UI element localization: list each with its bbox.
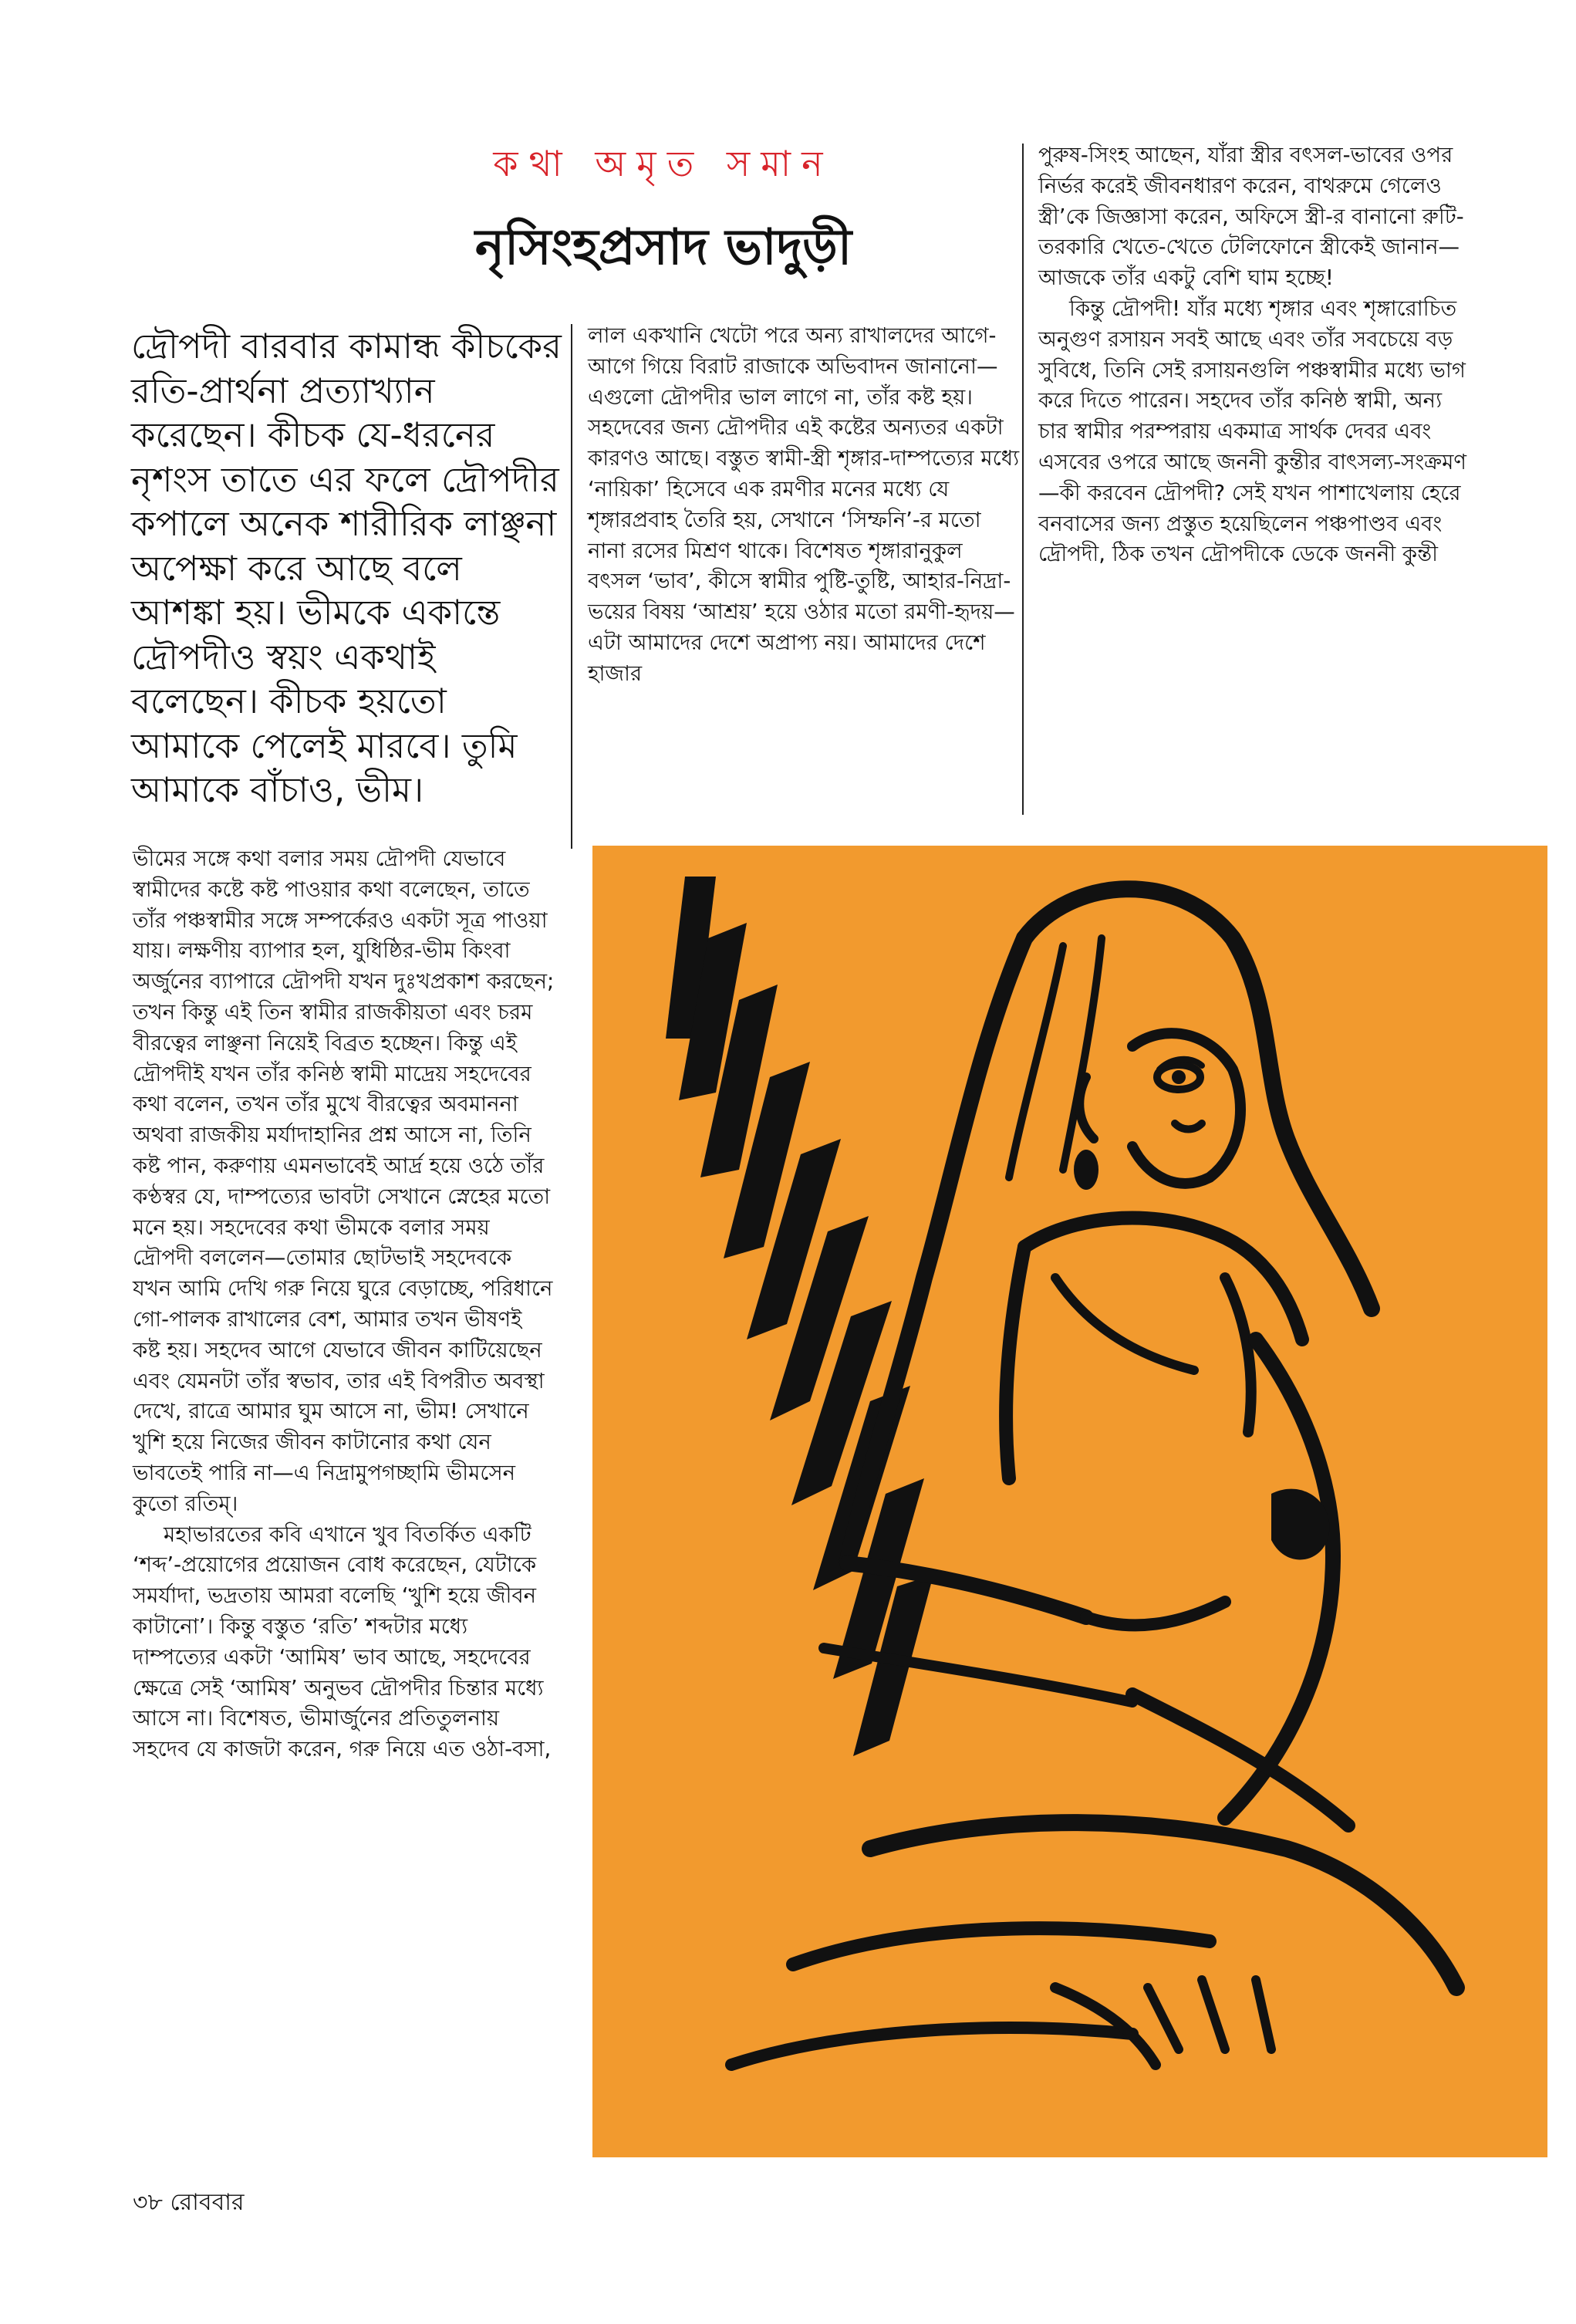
page-folio: ৩৮ রোববার bbox=[133, 2189, 245, 2216]
section-kicker: কথা অমৃত সমান bbox=[493, 143, 834, 184]
body-column-middle bbox=[588, 321, 1021, 690]
body-column-right bbox=[1038, 140, 1476, 570]
paragraph: মহাভারতের কবি এখানে খুব বিতর্কিত একটি ‘শব্দ’-প্রয়োগের প্রয়োজন বোধ করেছেন, যেটাকে সমর্যাদা, ভদ্রতায় আমরা বলেছি ‘খুশি হয়ে জীবন কাটানো’। কিন্তু বস্তুত ‘রতি’ শব্দটার মধ্যে দাম্পত্যের একটা ‘আমিষ’ ভাব আছে, সহদেবের ক্ষেত্রে সেই ‘আমিষ’ অনুভব দ্রৌপদীর চিন্তার মধ্যে আসে না। বিশেষত, ভীমার্জুনের প্রতিতুলনায় সহদেব যে কাজটা করেন, গরু নিয়ে এত ওঠা-বসা, bbox=[133, 1522, 552, 1762]
pull-quote: দ্রৌপদী বারবার কামান্ধ কীচকের রতি-প্রার্থনা প্রত্যাখ্যান করেছেন। কীচক যে-ধরনের নৃশংস তাতে এর ফলে দ্রৌপদীর কপালে অনেক শারীরিক লাঞ্ছনা অপেক্ষা করে আছে বলে আশঙ্কা হয়। ভীমকে একান্তে দ্রৌপদীও স্বয়ং একথাই বলেছেন। কীচক হয়তো আমাকে পেলেই মারবে। তুমি আমাকে বাঁচাও, ভীম। bbox=[131, 326, 562, 810]
author-byline: নৃসিংহপ্রসাদ ভাদুড়ী bbox=[474, 219, 852, 276]
paragraph: পুরুষ-সিংহ আছেন, যাঁরা স্ত্রীর বৎসল-ভাবের ওপর নির্ভর করেই জীবনধারণ করেন, বাথরুমে গেলেও স্ত্রী’কে জিজ্ঞাসা করেন, অফিসে স্ত্রী-র বানানো রুটি-তরকারি খেতে-খেতে টেলিফোনে স্ত্রীকেই জানান—আজকে তাঁর একটু বেশি ঘাম হচ্ছে! bbox=[1038, 143, 1464, 291]
paragraph: লাল একখানি খেটো পরে অন্য রাখালদের আগে-আগে গিয়ে বিরাট রাজাকে অভিবাদন জানানো—এগুলো দ্রৌপদীর ভাল লাগে না, তাঁর কষ্ট হয়। সহদেবের জন্য দ্রৌপদীর এই কষ্টের অন্যতর একটা কারণও আছে। বস্তুত স্বামী-স্ত্রী শৃঙ্গার-দাম্পত্যের মধ্যে ‘নায়িকা’ হিসেবে এক রমণীর মনের মধ্যে যে শৃঙ্গারপ্রবাহ তৈরি হয়, সেখানে ‘সিম্ফনি’-র মতো নানা রসের মিশ্রণ থাকে। বিশেষত শৃঙ্গারানুকুল বৎসল ‘ভাব’, কীসে স্বামীর পুষ্টি-তুষ্টি, আহার-নিদ্রা-ভয়ের বিষয় ‘আশ্রয়’ হয়ে ওঠার মতো রমণী-হৃদয়—এটা আমাদের দেশে অপ্রাপ্য নয়। আমাদের দেশে হাজার bbox=[588, 323, 1020, 686]
column-divider bbox=[571, 324, 572, 849]
paragraph: ভীমের সঙ্গে কথা বলার সময় দ্রৌপদী যেভাবে স্বামীদের কষ্টে কষ্ট পাওয়ার কথা বলেছেন, তাতে তাঁর পঞ্চস্বামীর সঙ্গে সম্পর্কেরও একটা সূত্র পাওয়া যায়। লক্ষণীয় ব্যাপার হল, যুধিষ্ঠির-ভীম কিংবা অর্জুনের ব্যাপারে দ্রৌপদী যখন দুঃখপ্রকাশ করছেন; তখন কিন্তু এই তিন স্বামীর রাজকীয়তা এবং চরম বীরত্বের লাঞ্ছনা নিয়েই বিব্রত হচ্ছেন। কিন্তু এই দ্রৌপদীই যখন তাঁর কনিষ্ঠ স্বামী মাদ্রেয় সহদেবের কথা বলেন, তখন তাঁর মুখে বীরত্বের অবমাননা অথবা রাজকীয় মর্যাদাহানির প্রশ্ন আসে না, তিনি কষ্ট পান, করুণায় এমনভাবেই আর্দ্র হয়ে ওঠে তাঁর কণ্ঠস্বর যে, দাম্পত্যের ভাবটা সেখানে স্নেহের মতো মনে হয়। সহদেবের কথা ভীমকে বলার সময় দ্রৌপদী বললেন—তোমার ছোটভাই সহদেবকে যখন আমি দেখি গরু নিয়ে ঘুরে বেড়াচ্ছে, পরিধানে গো-পালক রাখালের বেশ, আমার তখন ভীষণই কষ্ট হয়। সহদেব আগে যেভাবে জীবন কাটিয়েছেন এবং যেমনটা তাঁর স্বভাব, তার এই বিপরীত অবস্থা দেখে, রাত্রে আমার ঘুম আসে না, ভীম! সেখানে খুশি হয়ে নিজের জীবন কাটানোর কথা যেন ভাবতেই পারি না—এ নিদ্রামুপগচ্ছামি ভীমসেন কুতো রতিম্। bbox=[133, 846, 555, 1516]
paragraph: কিন্তু দ্রৌপদী! যাঁর মধ্যে শৃঙ্গার এবং শৃঙ্গারোচিত অনুগুণ রসায়ন সবই আছে এবং তাঁর সবচেয়ে বড় সুবিধে, তিনি সেই রসায়নগুলি পঞ্চস্বামীর মধ্যে ভাগ করে দিতে পারেন। সহদেব তাঁর কনিষ্ঠ স্বামী, অন্য চার স্বামীর পরম্পরায় একমাত্র সার্থক দেবর এবং এসবের ওপরে আছে জননী কুন্তীর বাৎসল্য-সংক্রমণ—কী করবেন দ্রৌপদী? সেই যখন পাশাখেলায় হেরে বনবাসের জন্য প্রস্তুত হয়েছিলেন পঞ্চপাণ্ডব এবং দ্রৌপদী, ঠিক তখন দ্রৌপদীকে ডেকে জননী কুন্তী bbox=[1038, 296, 1467, 567]
column-divider bbox=[1022, 144, 1024, 815]
earring bbox=[1074, 1150, 1098, 1190]
illustration-woman-portrait bbox=[592, 846, 1547, 2157]
eye-pupil bbox=[1172, 1070, 1186, 1084]
body-column-left bbox=[133, 844, 555, 1765]
